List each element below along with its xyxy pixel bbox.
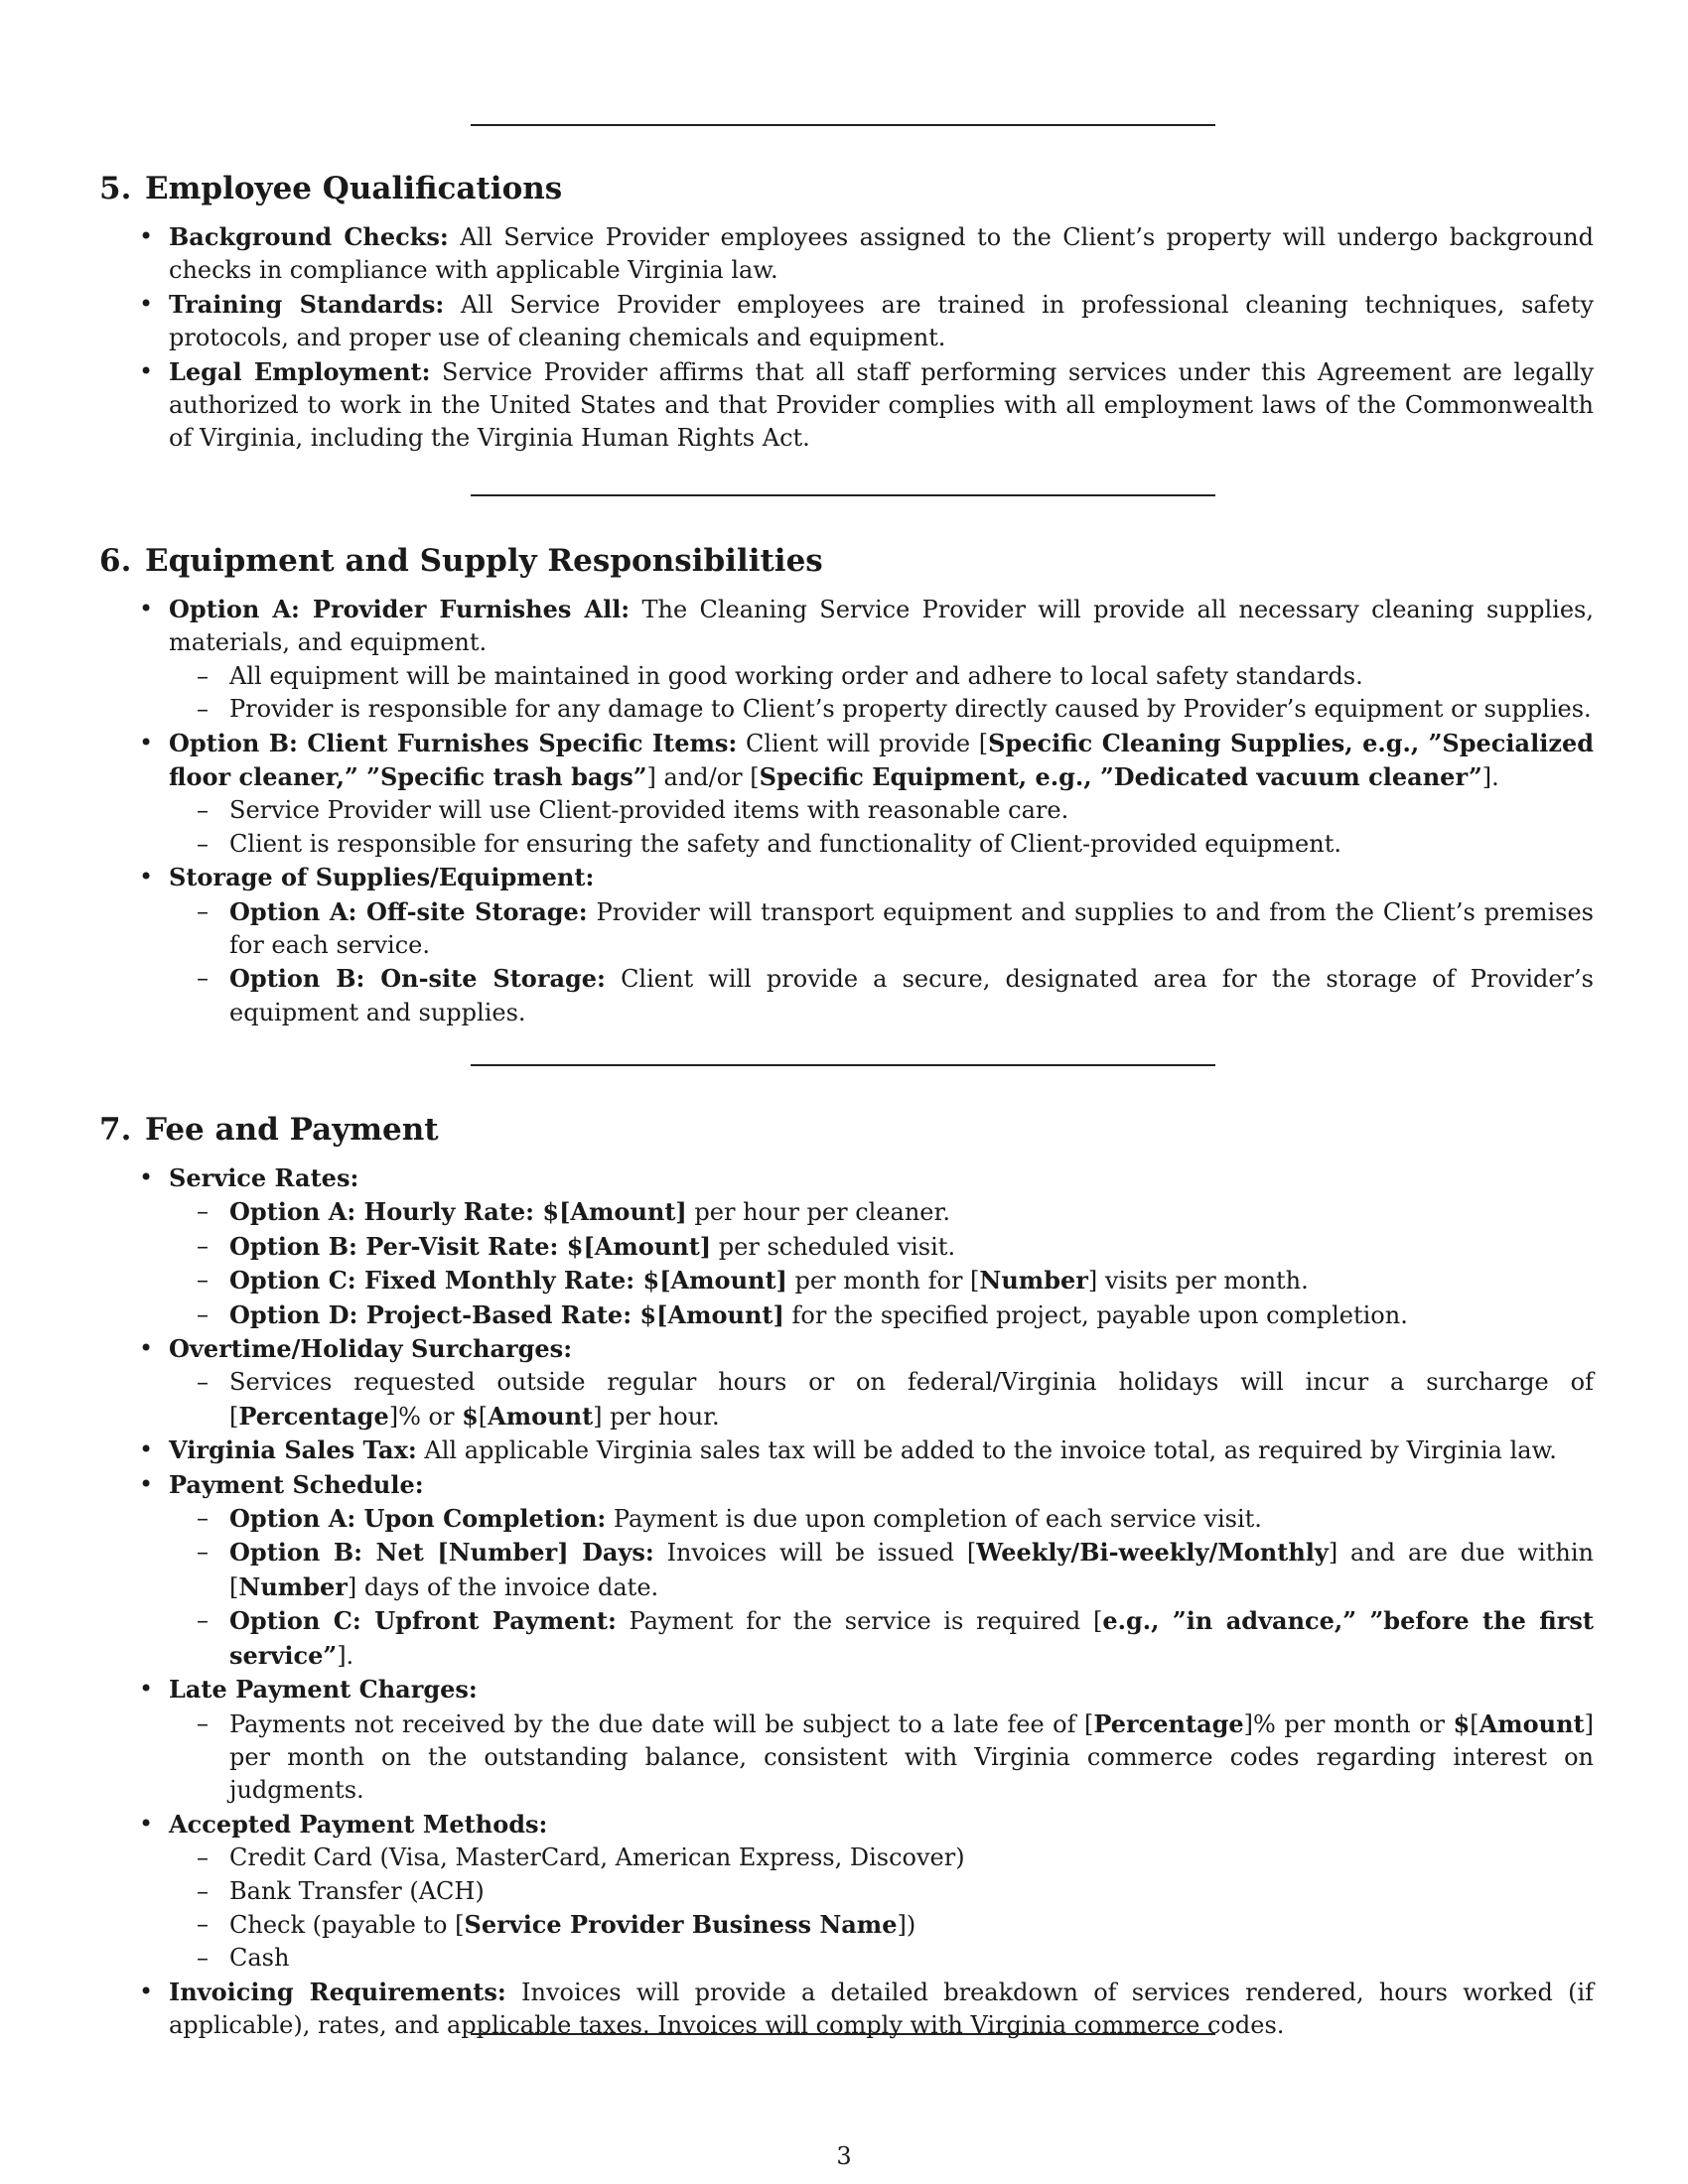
sub-list (169, 895, 1594, 1030)
section-employee-qualifications (99, 169, 1594, 456)
list-item: • Background Checks: All Service Provider employees assigned to the Client’s property will undergo background checks in compliance with applicable Virginia law. (169, 220, 1594, 288)
list-item: • Service Rates: – Option A: Hourly Rate: $[Amount] per hour per cleaner. – Option B: Per-Visit Rate: $[Amount] per scheduled visit. – Option C: Fixed Monthly Rate: $[Amount] per month for [Number] visits per month. – Option D: Project-Based Rate: $[Amount] for the specified project, payable upon completion. (169, 1161, 1594, 1332)
section-fee-payment (99, 1110, 1594, 2043)
section-divider (471, 124, 1215, 126)
list-item: • Payment Schedule: – Option A: Upon Completion: Payment is due upon completion of each service visit. – Option B: Net [Number] Days: Invoices will be issued [Weekly/Bi-weekly/Monthly] and are due within [Number] days of the invoice date. – Option C: Upfront Payment: Payment for the service is required [e.g., ”in advance,” ”before the first service”]. (169, 1468, 1594, 1673)
sub-list-item: – Service Provider will use Client-provided items with reasonable care. (229, 794, 1594, 827)
section-divider (471, 494, 1215, 496)
section-divider (471, 1064, 1215, 1066)
sub-list-item: – Option B: On-site Storage: Client will provide a secure, designated area for the storage of Provider’s equipment and supplies. (229, 962, 1594, 1029)
sub-list-item: – Option A: Off-site Storage: Provider will transport equipment and supplies to and from the Client’s premises for each service. (229, 895, 1594, 963)
sub-list-item: – Provider is responsible for any damage to Client’s property directly caused by Provider’s equipment or supplies. (229, 693, 1594, 726)
sub-list-item: – Cash (229, 1942, 1594, 1975)
list-item: • Accepted Payment Methods: – Credit Card (Visa, MasterCard, American Express, Discover) – Bank Transfer (ACH) – Check (payable to [Service Provider Business Name]) – Cash (169, 1808, 1594, 1976)
sub-list (169, 794, 1594, 861)
list-item: • Late Payment Charges: – Payments not received by the due date will be subject to a late fee of [Percentage]% per month or $[Amount] per month on the outstanding balance, consistent with Virginia commerce codes regarding interest on judgments. (169, 1673, 1594, 1808)
sub-list-item: – Bank Transfer (ACH) (229, 1875, 1594, 1908)
sub-list-item: – Credit Card (Visa, MasterCard, American Express, Discover) (229, 1842, 1594, 1874)
sub-list (169, 1195, 1594, 1332)
sub-list (169, 1502, 1594, 1673)
sub-list (169, 1366, 1594, 1433)
sub-list-item: – Payments not received by the due date will be subject to a late fee of [Percentage]% per month or $[Amount] per month on the outstanding balance, consistent with Virginia commerce codes regarding interest on judgments. (229, 1707, 1594, 1808)
list-item: • Invoicing Requirements: Invoices will provide a detailed breakdown of services rendered, hours worked (if applicable), rates, and applicable taxes. Invoices will comply with Virginia commerce codes. (169, 1976, 1594, 2043)
list-item: • Storage of Supplies/Equipment: – Option A: Off-site Storage: Provider will transport equipment and supplies to and from the Client’s premises for each service. – Option B: On-site Storage: Client will provide a secure, designated area for the storage of Provider’s equipment and supplies. (169, 861, 1594, 1029)
list-item: • Option B: Client Furnishes Specific Items: Client will provide [Specific Cleaning Supplies, e.g., ”Specialized floor cleaner,” ”Specific trash bags”] and/or [Specific Equipment, e.g., ”Dedicated vacuum cleaner”]. – Service Provider will use Client-provided items with reasonable care. – Client is responsible for ensuring the safety and functionality of Client-provided equipment. (169, 727, 1594, 862)
bullet-list (99, 1161, 1594, 2043)
sub-list-item: – Option C: Fixed Monthly Rate: $[Amount] per month for [Number] visits per month. (229, 1264, 1594, 1297)
list-item: • Legal Employment: Service Provider affirms that all staff performing services under this Agreement are legally authorized to work in the United States and that Provider complies with all employment laws of the Commonwealth of Virginia, including the Virginia Human Rights Act. (169, 355, 1594, 456)
section-heading: 7. Fee and Payment (99, 1112, 439, 1148)
sub-list-item: – Option D: Project-Based Rate: $[Amount] for the specified project, payable upon completion. (229, 1298, 1594, 1332)
section-divider (471, 2033, 1215, 2035)
bullet-list (99, 220, 1594, 456)
page-number: 3 (836, 2142, 852, 2170)
section-equipment-supply (99, 541, 1594, 1029)
sub-list-item: – All equipment will be maintained in good working order and adhere to local safety standards. (229, 660, 1594, 693)
sub-list (169, 660, 1594, 727)
list-item: • Training Standards: All Service Provider employees are trained in professional cleaning techniques, safety protocols, and proper use of cleaning chemicals and equipment. (169, 288, 1594, 355)
sub-list-item: – Option A: Upon Completion: Payment is due upon completion of each service visit. (229, 1502, 1594, 1536)
bullet-list (99, 593, 1594, 1029)
sub-list-item: – Client is responsible for ensuring the safety and functionality of Client-provided equipment. (229, 828, 1594, 861)
sub-list-item: – Option B: Net [Number] Days: Invoices will be issued [Weekly/Bi-weekly/Monthly] and are due within [Number] days of the invoice date. (229, 1536, 1594, 1604)
sub-list-item: – Check (payable to [Service Provider Business Name]) (229, 1908, 1594, 1942)
sub-list-item: – Option A: Hourly Rate: $[Amount] per hour per cleaner. (229, 1195, 1594, 1229)
list-item: • Virginia Sales Tax: All applicable Virginia sales tax will be added to the invoice total, as required by Virginia law. (169, 1433, 1594, 1467)
list-item: • Option A: Provider Furnishes All: The Cleaning Service Provider will provide all necessary cleaning supplies, materials, and equipment. – All equipment will be maintained in good working order and adhere to local safety standards. – Provider is responsible for any damage to Client’s property directly caused by Provider’s equipment or supplies. (169, 593, 1594, 727)
list-item: • Overtime/Holiday Surcharges: – Services requested outside regular hours or on federal/Virginia holidays will incur a surcharge of [Percentage]% or $[Amount] per hour. (169, 1332, 1594, 1433)
sub-list-item: – Option C: Upfront Payment: Payment for the service is required [e.g., ”in advance,” ”before the first service”]. (229, 1604, 1594, 1673)
sub-list-item: – Services requested outside regular hours or on federal/Virginia holidays will incur a surcharge of [Percentage]% or $[Amount] per hour. (229, 1366, 1594, 1433)
section-heading: 5. Employee Qualifications (99, 171, 563, 206)
sub-list (169, 1842, 1594, 1976)
sub-list-item: – Option B: Per-Visit Rate: $[Amount] per scheduled visit. (229, 1230, 1594, 1264)
section-heading: 6. Equipment and Supply Responsibilities (99, 543, 823, 579)
sub-list (169, 1707, 1594, 1808)
